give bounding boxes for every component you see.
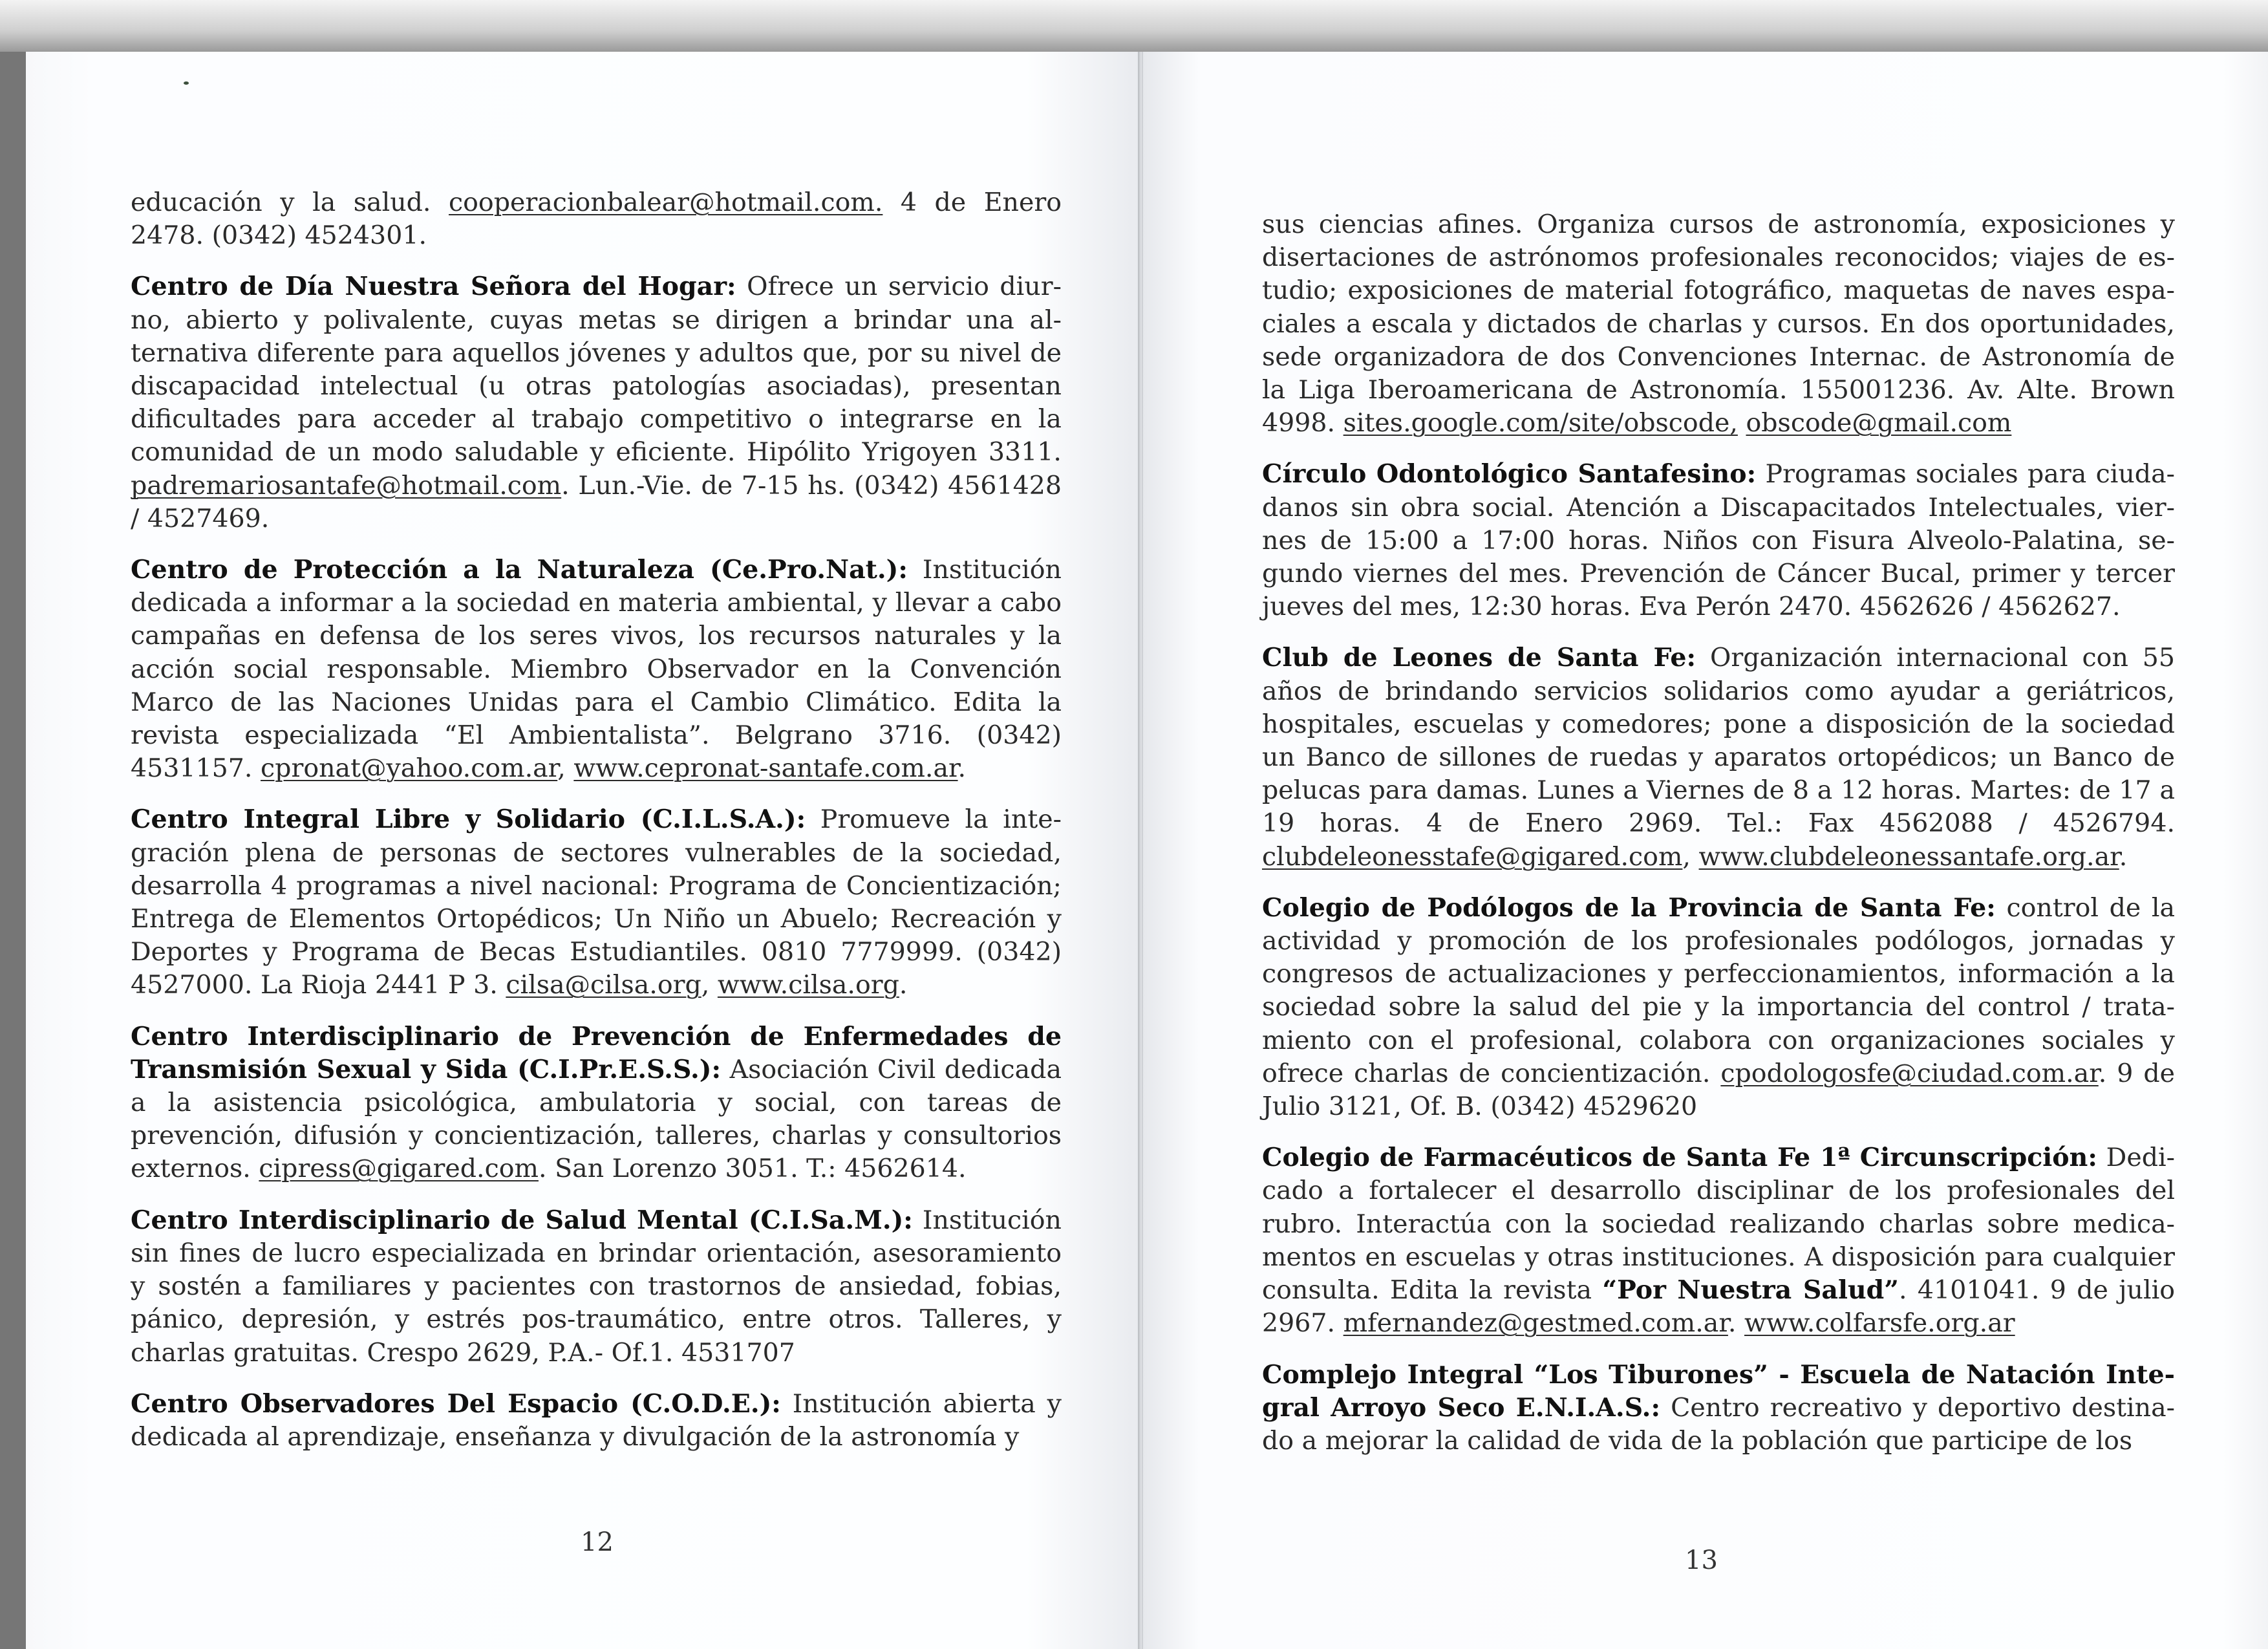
email-link[interactable]: mfernandez@gestmed.com.ar	[1343, 1308, 1728, 1339]
entry-contact-details: . 9 de Julio 3121, Of. B. (0342) 4529620	[1262, 1058, 2176, 1122]
link-separator: ,	[701, 970, 718, 1000]
directory-entry	[131, 186, 1062, 252]
page-number: 13	[1685, 1546, 1718, 1575]
email-link[interactable]: cilsa@cilsa.org	[506, 970, 701, 1000]
directory-entry	[131, 1388, 1062, 1454]
entry-end: .	[899, 970, 908, 1000]
directory-entry	[131, 1204, 1062, 1370]
link-separator: ,	[1682, 841, 1699, 872]
directory-entry	[1262, 641, 2175, 873]
email-link[interactable]: cpodologosfe@ciudad.com.ar	[1720, 1058, 2099, 1088]
directory-entry	[1262, 1141, 2175, 1340]
entry-description: Promueve la integración plena de personas de sectores vulnerables de la sociedad, desarrolla 4 programas a nivel nacional: Programa de Concientización; Entrega de Elementos Ortopédicos; Un Niño un Abuelo; Recreación y Deportes y Programa de Becas Estudiantiles. 0810 7779999. (0342) 4527000. La Rioja 2441 P 3.	[131, 804, 1062, 1000]
entry-description: Dedicado a fortalecer el desarrollo disciplinar de los profesionales del rubro. Interactúa con la sociedad realizando charlas sobre medicamentos en escuelas y otras instituciones. A disposición para cualquier consulta. Edita la revista	[1262, 1143, 2175, 1306]
directory-entry	[1262, 458, 2175, 623]
page-number: 12	[581, 1527, 614, 1557]
directory-entry	[1262, 208, 2175, 440]
directory-entry	[1262, 892, 2175, 1123]
entry-title: Centro de Día Nuestra Señora del Hogar:	[131, 272, 736, 302]
entry-contact-details: 4 de Enero 2478. (0342) 4524301.	[131, 188, 1062, 251]
entry-description: Programas sociales para ciudadanos sin obra social. Atención a Discapacitados Intelectuales, viernes de 15:00 a 17:00 horas. Niños con Fisura Alveolo-Palatina, segundo viernes del mes. Prevención de Cáncer Bucal, primer y tercer jueves del mes, 12:30 horas. Eva Perón 2470. 4562626 / 4562627.	[1262, 459, 2175, 622]
entry-description: Ofrece un servicio diurno, abierto y polivalente, cuyas metas se dirigen a brindar una alternativa diferente para aquellos jóvenes y adultos que, por su nivel de discapacidad intelectual (u otras patologías asociadas), presentan dificultades para acceder al trabajo competitivo o integrarse en la comunidad de un modo saludable y eficiente. Hipólito Yrigoyen 3311.	[131, 272, 1062, 468]
entry-title: Centro Interdisciplinario de Prevención de Enfermedades de Transmisión Sexual y Sida (C.I.Pr.E.S.S.):	[131, 1021, 1062, 1084]
entry-description: Asociación Civil dedicada a la asistencia psicológica, ambulatoria y social, con tareas de prevención, difusión y concientización, talleres, charlas y consultorios externos.	[131, 1054, 1062, 1184]
entry-end: .	[957, 753, 967, 784]
entry-description: Institución dedicada a informar a la sociedad en materia ambiental, y llevar a cabo campañas en defensa de los seres vivos, los recursos naturales y la acción social responsable. Miembro Observador en la Convención Marco de las Naciones Unidas para el Cambio Climático. Edita la revista especializada “El Ambientalista”. Belgrano 3716. (0342) 4531157.	[131, 555, 1062, 784]
entry-title: Centro Observadores Del Espacio (C.O.D.E.):	[131, 1388, 781, 1419]
entry-title: Centro Integral Libre y Solidario (C.I.L.S.A.):	[131, 804, 806, 835]
link-separator: ,	[557, 753, 574, 784]
directory-entry	[131, 554, 1062, 785]
directory-entry	[131, 270, 1062, 535]
entry-title: Centro de Protección a la Naturaleza (Ce.Pro.Nat.):	[131, 555, 908, 585]
email-link[interactable]: cipress@gigared.com	[259, 1154, 539, 1184]
entry-title: Centro Interdisciplinario de Salud Mental (C.I.Sa.M.):	[131, 1205, 913, 1235]
entry-title: Círculo Odontológico Santafesino:	[1262, 459, 1757, 490]
directory-entry	[131, 803, 1062, 1002]
website-link[interactable]: www.cepronat-santafe.com.ar	[573, 753, 958, 784]
entry-title: Club de Leones de Santa Fe:	[1262, 643, 1696, 673]
email-link[interactable]: padremariosantafe@hotmail.com	[131, 470, 562, 501]
left-page	[26, 52, 1139, 1649]
email-link[interactable]: clubdeleonesstafe@gigared.com	[1262, 841, 1683, 872]
entry-contact-details: . San Lorenzo 3051. T.: 4562614.	[538, 1154, 967, 1184]
link-separator: .	[1728, 1308, 1745, 1339]
magazine-title: “Por Nuestra Salud”	[1602, 1275, 1899, 1306]
entry-description: Institución sin fines de lucro especializada en brindar orientación, asesoramiento y sostén a familiares y pacientes con trastornos de ansiedad, fobias, pánico, depresión, y estrés pos-traumático, entre otros. Talleres, y charlas gratuitas. Crespo 2629, P.A.- Of.1. 4531707	[131, 1205, 1062, 1368]
website-link[interactable]: sites.google.com/site/obscode,	[1343, 408, 1738, 438]
right-text-column	[1262, 208, 2175, 1476]
website-link[interactable]: www.colfarsfe.org.ar	[1744, 1308, 2015, 1339]
entry-description: control de la actividad y promoción de los profesionales podólogos, jornadas y congresos de actualizaciones y perfeccionamientos, información a la sociedad sobre la salud del pie y la importancia del control / tratamiento con el profesional, colabora con organizaciones sociales y ofrece charlas de concientización.	[1262, 892, 2175, 1088]
entry-description: Centro recreativo y deportivo destinado a mejorar la calidad de vida de la población que participe de los	[1262, 1392, 2175, 1456]
entry-description: sus ciencias afines. Organiza cursos de astronomía, exposiciones y disertaciones de astrónomos profesionales reconocidos; viajes de estudio; exposiciones de material fotográfico, maquetas de naves espaciales a escala y dictados de charlas y cursos. En dos oportunidades, sede organizadora de dos Convenciones Internac. de Astronomía de la Liga Iberoamericana de Astronomía. 155001236. Av. Alte. Brown 4998.	[1262, 210, 2175, 438]
website-link[interactable]: www.clubdeleonessantafe.org.ar	[1698, 841, 2119, 872]
link-separator	[1738, 408, 1746, 438]
entry-title: Colegio de Podólogos de la Provincia de Santa Fe:	[1262, 892, 1996, 923]
entry-contact-details: . Lun.-Vie. de 7-15 hs. (0342) 4561428 / 4527469.	[131, 470, 1062, 534]
entry-title: Colegio de Farmacéuticos de Santa Fe 1ª Circunscripción:	[1262, 1143, 2097, 1173]
scanner-bed-edge	[0, 0, 2268, 52]
scan-speck	[184, 81, 189, 85]
entry-contact-details: . 4101041. 9 de julio 2967.	[1262, 1275, 2175, 1339]
entry-end: .	[2119, 841, 2128, 872]
directory-entry	[1262, 1359, 2175, 1458]
email-link[interactable]: cooperacionbalear@hotmail.com.	[449, 188, 883, 217]
website-link[interactable]: www.cilsa.org	[717, 970, 899, 1000]
right-page	[1143, 52, 2268, 1649]
entry-description: educación y la salud.	[131, 188, 431, 217]
entry-description: Organización internacional con 55 años de brindando servicios solidarios como ayudar a geriátricos, hospitales, escuelas y comedores; pone a disposición de la sociedad un Banco de sillones de ruedas y aparatos ortopédicos; un Banco de pelucas para damas. Lunes a Viernes de 8 a 12 horas. Martes: de 17 a 19 horas. 4 de Enero 2969. Tel.: Fax 4562088 / 4526794.	[1262, 643, 2175, 839]
directory-entry	[131, 1020, 1062, 1186]
entry-title: Complejo Integral “Los Tiburones” - Escuela de Natación Integral Arroyo Seco E.N.I.A.S.:	[1262, 1359, 2175, 1423]
email-link[interactable]: cpronat@yahoo.com.ar	[261, 753, 558, 784]
left-text-column	[131, 186, 1062, 1472]
email-link[interactable]: obscode@gmail.com	[1746, 408, 2012, 438]
entry-description: Institución abierta y dedicada al aprendizaje, enseñanza y divulgación de la astronomía y	[131, 1388, 1062, 1452]
